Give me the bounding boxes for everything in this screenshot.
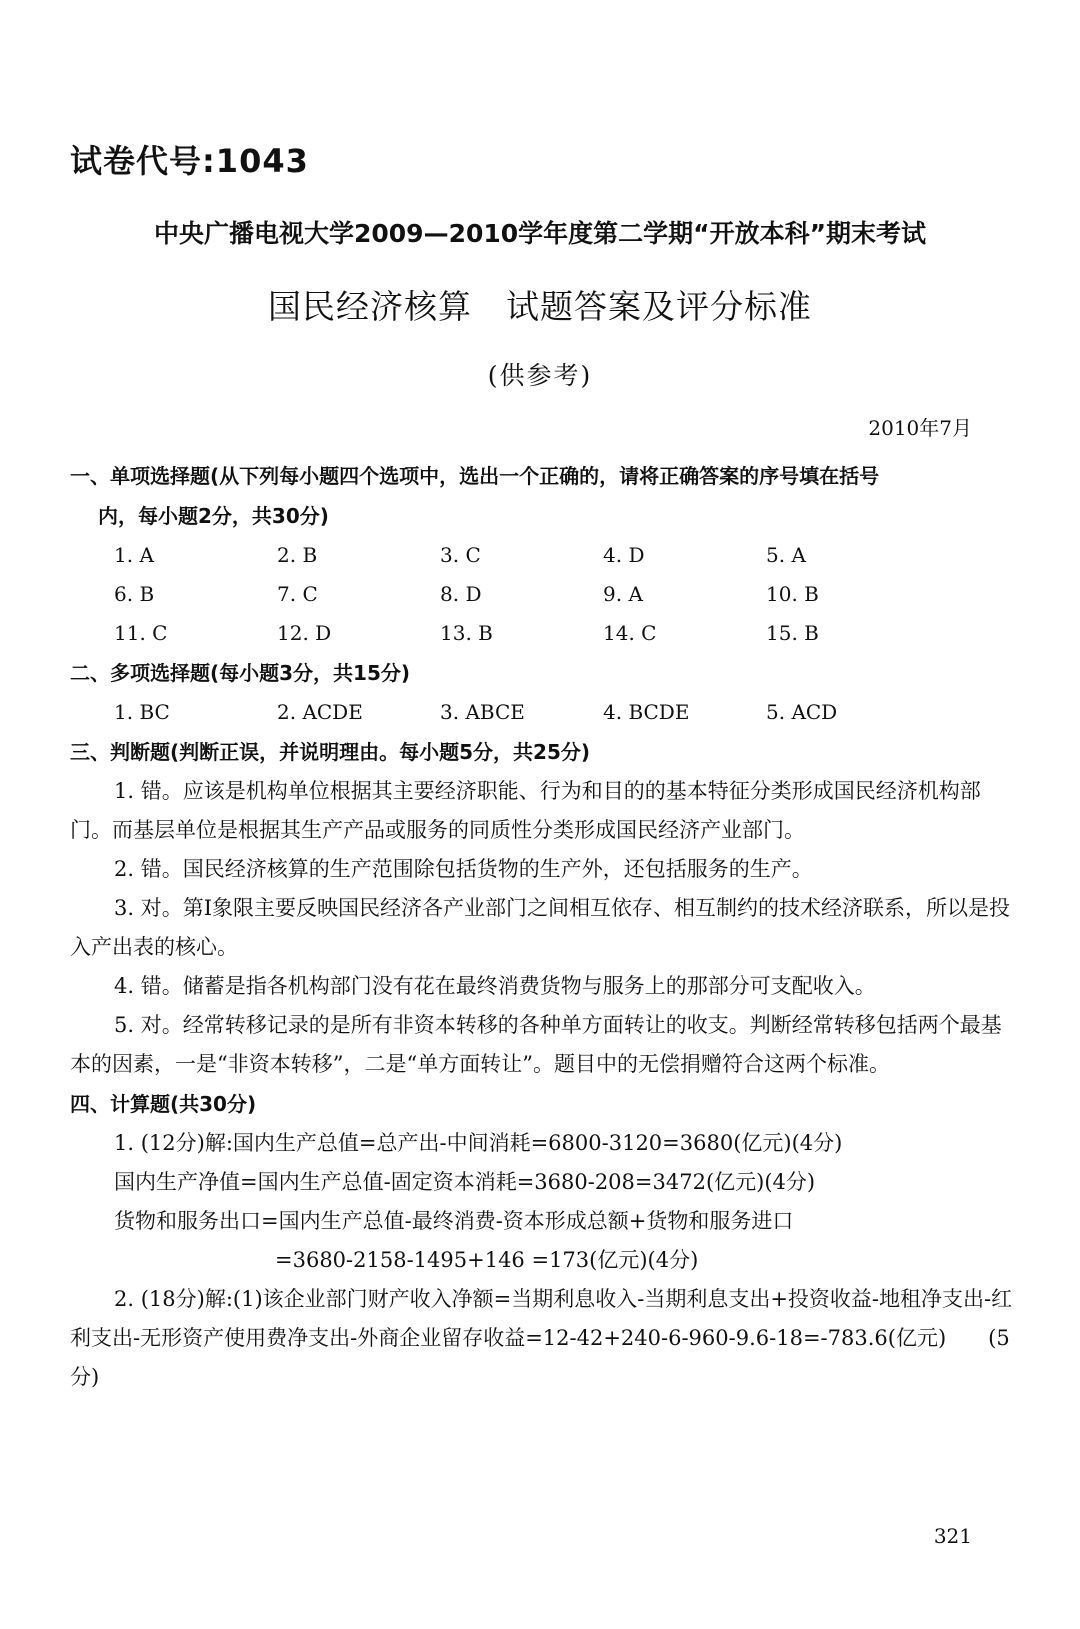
exam-code: 试卷代号:1043 [70,142,309,180]
answer-item: 5. A [766,543,806,567]
judgment-item: 3. 对。第Ⅰ象限主要反映国民经济各产业部门之间相互依存、相互制约的技术经济联系，所以是投入产出表的核心。 [70,896,1011,959]
answer-item: 5. ACD [766,700,838,724]
judgment-item: 2. 错。国民经济核算的生产范围除包括货物的生产外，还包括服务的生产。 [114,857,813,881]
answer-row [70,614,1020,653]
answer-item: 3. C [440,543,481,567]
answer-item: 15. B [766,621,819,645]
answer-item: 1. BC [114,700,170,724]
judgment-item: 5. 对。经常转移记录的是所有非资本转移的各种单方面转让的收支。判断经常转移包括两个最基本的因素，一是“非资本转移”，二是“单方面转让”。题目中的无偿捐赠符合这两个标准。 [70,1013,1002,1076]
answer-item: 13. B [440,621,493,645]
calc-line: 国内生产净值=国内生产总值-固定资本消耗=3680-208=3472(亿元)(4分) [114,1170,816,1194]
answer-item: 4. BCDE [603,700,690,724]
section-3-heading: 三、判断题(判断正误，并说明理由。每小题5分，共25分) [70,740,591,764]
answer-item: 11. C [114,621,168,645]
section-4-heading: 四、计算题(共30分) [70,1092,257,1116]
answer-item: 2. ACDE [277,700,363,724]
answer-row [70,575,1020,614]
calc-line: 1. (12分)解:国内生产总值=总产出-中间消耗=6800-3120=3680(亿元)(4分) [114,1131,843,1155]
answer-item: 1. A [114,543,154,567]
answer-row [70,693,1020,732]
answer-item: 14. C [603,621,657,645]
section-2-heading: 二、多项选择题(每小题3分，共15分) [70,661,411,685]
answer-item: 6. B [114,582,155,606]
calc-paragraph: 2. (18分)解:(1)该企业部门财产收入净额=当期利息收入-当期利息支出+投资收益-地租净支出-红利支出-无形资产使用费净支出-外商企业留存收益=12-42+240-6-960-9.6-18=-783.6(亿元) (5分) [70,1287,1013,1389]
answer-item: 7. C [277,582,318,606]
answer-body [70,456,1020,1397]
answer-item: 3. ABCE [440,700,525,724]
document-date: 2010年7月 [868,416,972,440]
document-title: 国民经济核算 试题答案及评分标准 [268,287,812,326]
university-title: 中央广播电视大学2009—2010学年度第二学期“开放本科”期末考试 [153,219,927,248]
judgment-item: 1. 错。应该是机构单位根据其主要经济职能、行为和目的的基本特征分类形成国民经济机构部门。而基层单位是根据其生产产品或服务的同质性分类形成国民经济产业部门。 [70,779,981,842]
reference-note: (供参考) [487,361,593,390]
calc-line: 货物和服务出口=国内生产总值-最终消费-资本形成总额+货物和服务进口 [114,1209,794,1233]
answer-item: 8. D [440,582,482,606]
calc-line: =3680-2158-1495+146 =173(亿元)(4分) [275,1248,699,1272]
section-1-heading-cont: 内，每小题2分，共30分) [98,504,329,528]
section-1-answers [70,536,1020,653]
section-1-heading [70,456,1020,536]
answer-item: 10. B [766,582,819,606]
page-number: 321 [933,1524,972,1548]
answer-item: 2. B [277,543,318,567]
judgment-item: 4. 错。储蓄是指各机构部门没有花在最终消费货物与服务上的那部分可支配收入。 [114,974,876,998]
answer-item: 12. D [277,621,332,645]
answer-row [70,536,1020,575]
answer-item: 4. D [603,543,645,567]
answer-item: 9. A [603,582,643,606]
section-1-heading-text: 一、单项选择题(从下列每小题四个选项中，选出一个正确的，请将正确答案的序号填在括号 [70,464,880,488]
